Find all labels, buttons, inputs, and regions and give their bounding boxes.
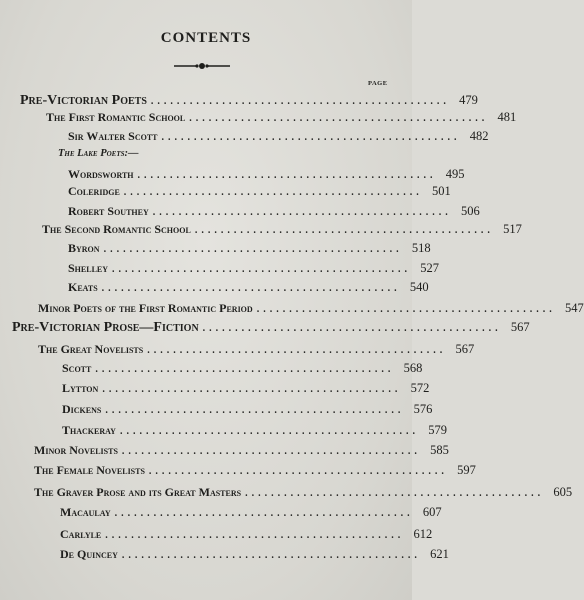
toc-entry-label: Shelley [68,261,109,275]
toc-entry [38,298,584,318]
toc-entry [68,201,480,221]
toc-entry-page: 605 [553,485,573,499]
toc-entry-label: Coleridge [68,184,120,198]
toc-entry-page: 518 [411,241,431,255]
toc-entry-label: The Great Novelists [38,342,144,356]
toc-entry-page: 572 [410,381,430,395]
toc-entry-label: Minor Novelists [34,443,118,457]
toc-entry-label: Lytton [62,381,99,395]
toc-entry-label: The Graver Prose and its Great Masters [34,485,242,499]
toc-entry-page: 495 [445,167,465,181]
dot-leader: .............................................. [150,96,450,107]
dot-leader: .............................................. [147,345,447,356]
toc-entry [68,258,440,278]
toc-entry-page: 506 [461,204,480,218]
dot-leader: .............................................. [161,132,461,143]
toc-entry-label: Carlyle [60,527,102,541]
toc-entry-label: Byron [68,241,100,255]
toc-entry-page: 568 [403,361,423,375]
toc-entry [68,126,489,146]
toc-entry-page: 567 [455,342,475,356]
toc-entry-label: The First Romantic School [46,110,186,124]
toc-entry-label: The Lake Poets:— [58,148,139,159]
toc-entry-label: The Female Novelists [34,463,145,477]
toc-entry [12,317,530,337]
toc-entry [62,378,430,398]
dot-leader: .............................................. [148,466,448,477]
dot-leader: .............................................. [101,283,401,294]
toc-subheading [58,144,388,164]
toc-entry-page: 481 [497,110,517,124]
dot-leader: .............................................. [123,187,423,198]
toc-entry [68,238,431,258]
toc-entry [62,420,447,440]
toc-entry-label: Scott [62,361,92,375]
toc-entry [34,440,449,460]
toc-entry-label: De Quincey [60,547,118,561]
toc-entry-page: 607 [422,505,442,519]
dot-leader: .............................................. [95,364,395,375]
toc-entry-page: 517 [503,222,522,236]
toc-entry-page: 567 [510,320,530,334]
dot-leader: .............................................. [256,304,556,315]
toc-entry [42,219,522,239]
toc-entry [60,544,449,564]
toc-entry-page: 527 [420,261,440,275]
dot-leader: .............................................. [105,530,405,541]
dot-leader: .............................................. [121,550,421,561]
toc-entry [46,107,517,127]
toc-entry [62,399,433,419]
dot-leader: .............................................. [152,207,452,218]
toc-entry-label: Macaulay [60,505,111,519]
dot-leader: .............................................. [194,225,494,236]
toc-entry-label: Thackeray [62,423,116,437]
toc-entry [34,460,476,480]
toc-entry-page: 547 [564,301,584,315]
toc-entry-page: 479 [459,93,478,107]
toc-entry-label: Keats [68,280,98,294]
dot-leader: .............................................. [112,264,412,275]
page-column-header: PAGE [368,80,388,87]
toc-entry-label: Wordsworth [68,167,134,181]
toc-entry-page: 612 [413,527,433,541]
dot-leader: .............................................. [137,170,437,181]
toc-entry-page: 621 [430,547,449,561]
page-title: CONTENTS [160,30,252,46]
toc-entry-page: 482 [469,129,489,143]
dot-leader: .............................................. [119,426,419,437]
dot-leader: .............................................. [102,384,402,395]
dot-leader: .............................................. [121,446,421,457]
toc-entry-page: 597 [457,463,476,477]
toc-entry-page: 585 [430,443,449,457]
toc-entry [68,181,451,201]
dot-leader: .............................................. [202,323,502,334]
toc-entry-label: Pre-Victorian Poets [20,93,147,108]
toc-entry-label: Dickens [62,402,102,416]
toc-entry-label: Pre-Victorian Prose—Fiction [12,320,199,335]
dot-leader: .............................................. [105,405,405,416]
toc-entry-label: The Second Romantic School [42,222,191,236]
toc-entry-label: Sir Walter Scott [68,129,158,143]
toc-entry [62,358,423,378]
toc-entry-label: Robert Southey [68,204,149,218]
toc-entry [34,482,573,502]
dot-leader: .............................................. [114,508,414,519]
toc-entry-page: 576 [413,402,433,416]
toc-entry [60,524,433,544]
dot-leader: .............................................. [103,244,403,255]
dot-leader: .............................................. [189,113,489,124]
ornament-divider [172,60,232,72]
toc-entry-label: Minor Poets of the First Romantic Period [38,301,253,315]
toc-entry [60,502,442,522]
toc-entry-page: 540 [409,280,429,294]
toc-entry-page: 579 [428,423,447,437]
toc-entry [68,277,429,297]
toc-entry-page: 501 [432,184,451,198]
toc-entry [38,339,475,359]
dot-leader: .............................................. [245,488,545,499]
